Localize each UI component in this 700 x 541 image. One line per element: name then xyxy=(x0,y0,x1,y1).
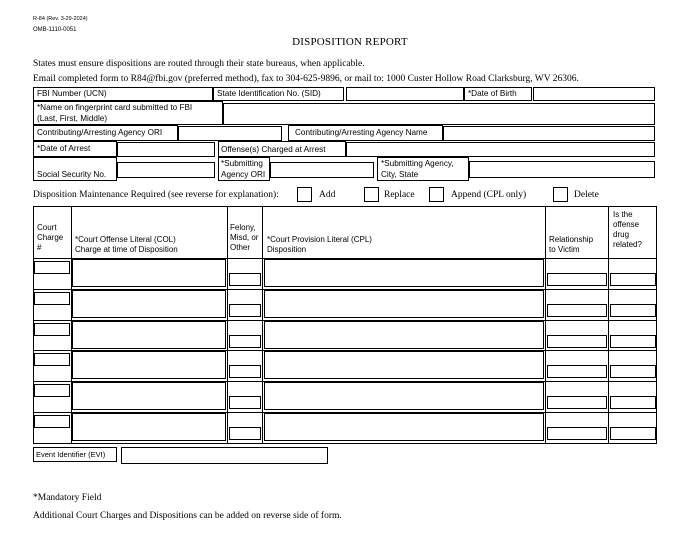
relationship-field[interactable] xyxy=(547,427,607,440)
court-charge-field[interactable] xyxy=(34,292,70,305)
felony-field[interactable] xyxy=(229,304,261,317)
court-charge-field[interactable] xyxy=(34,353,70,366)
omb-number: OMB-1110-0051 xyxy=(33,27,77,33)
offenses-field[interactable] xyxy=(346,142,655,157)
col-field[interactable] xyxy=(72,351,226,379)
submitting-ori-label: *Submitting xyxy=(221,159,263,168)
cpl-field[interactable] xyxy=(264,290,544,318)
relationship-field[interactable] xyxy=(547,396,607,409)
court-charge-field[interactable] xyxy=(34,415,70,428)
row-divider xyxy=(33,320,657,321)
sid-field[interactable] xyxy=(346,87,464,101)
dob-label: *Date of Birth xyxy=(468,89,517,98)
cpl-field[interactable] xyxy=(264,413,544,441)
drug-related-field[interactable] xyxy=(610,273,656,286)
row-divider xyxy=(33,350,657,351)
felony-field[interactable] xyxy=(229,273,261,286)
agency-ori-cell xyxy=(33,125,178,141)
col-field[interactable] xyxy=(72,382,226,410)
drug-related-field[interactable] xyxy=(610,335,656,348)
felony-field[interactable] xyxy=(229,335,261,348)
column-divider xyxy=(545,206,546,444)
col-field[interactable] xyxy=(72,290,226,318)
offenses-label: Offense(s) Charged at Arrest xyxy=(221,145,326,154)
fbi-number-label: FBI Number (UCN) xyxy=(37,89,107,98)
submitting-ori-field[interactable] xyxy=(270,162,374,178)
drug-related-field[interactable] xyxy=(610,365,656,378)
cpl-field[interactable] xyxy=(264,321,544,349)
add-checkbox[interactable] xyxy=(297,187,312,202)
row-divider xyxy=(33,381,657,382)
felony-field[interactable] xyxy=(229,365,261,378)
mandatory-note: *Mandatory Field xyxy=(33,493,102,503)
append-label: Append (CPL only) xyxy=(451,190,527,200)
delete-checkbox[interactable] xyxy=(553,187,568,202)
row-divider xyxy=(33,289,657,290)
fbi-number-cell xyxy=(33,87,213,101)
agency-name-field[interactable] xyxy=(443,126,655,141)
append-checkbox[interactable] xyxy=(429,187,444,202)
submitting-city-cell xyxy=(377,157,469,181)
row-divider xyxy=(33,412,657,413)
name-label: *Name on fingerprint card submitted to FBI xyxy=(37,103,193,112)
arrest-date-field[interactable] xyxy=(117,142,215,157)
felony-header: Felony, Misd, or Other xyxy=(230,223,259,252)
form-number: R-84 (Rev. 3-29-2024) xyxy=(33,16,88,22)
cpl-field[interactable] xyxy=(264,259,544,287)
submitting-ori-cell xyxy=(218,157,270,181)
submitting-city-sublabel: City, State xyxy=(381,170,419,179)
sid-label: State Identification No. (SID) xyxy=(217,89,321,98)
add-label: Add xyxy=(319,190,336,200)
court-charge-field[interactable] xyxy=(34,323,70,336)
name-cell xyxy=(33,101,223,125)
submitting-ori-sublabel: Agency ORI xyxy=(221,170,266,179)
column-divider xyxy=(262,206,263,444)
agency-ori-label: Contributing/Arresting Agency ORI xyxy=(37,128,163,137)
arrest-date-label: *Date of Arrest xyxy=(37,144,91,153)
submission-instruction: Email completed form to R84@fbi.gov (preferred method), fax to 304-625-9896, or mail to: 1000 Custer Hollow Road Clarksburg, WV 26306. xyxy=(33,74,579,84)
evi-cell xyxy=(33,447,117,462)
agency-ori-field[interactable] xyxy=(178,126,282,141)
drug-related-field[interactable] xyxy=(610,396,656,409)
evi-label: Event Identifier (EVI) xyxy=(36,450,106,459)
relationship-header: Relationship to Victim xyxy=(549,235,594,254)
relationship-field[interactable] xyxy=(547,335,607,348)
submitting-city-label: *Submitting Agency, xyxy=(381,159,454,168)
col-field[interactable] xyxy=(72,413,226,441)
relationship-field[interactable] xyxy=(547,304,607,317)
ssn-field[interactable] xyxy=(117,162,215,178)
agency-name-cell xyxy=(288,125,443,141)
agency-name-label: Contributing/Arresting Agency Name xyxy=(295,128,428,137)
col-field[interactable] xyxy=(72,259,226,287)
submitting-city-field[interactable] xyxy=(469,161,655,178)
court-charge-field[interactable] xyxy=(34,384,70,397)
arrest-date-cell xyxy=(33,141,117,157)
col-field[interactable] xyxy=(72,321,226,349)
drug-related-field[interactable] xyxy=(610,427,656,440)
evi-field[interactable] xyxy=(121,447,328,464)
relationship-field[interactable] xyxy=(547,273,607,286)
delete-label: Delete xyxy=(574,190,599,200)
court-charge-header: Court Charge # xyxy=(37,223,64,252)
offenses-cell xyxy=(218,141,346,157)
column-divider xyxy=(608,206,609,444)
sid-cell xyxy=(213,87,344,101)
ssn-cell xyxy=(33,157,117,181)
cpl-field[interactable] xyxy=(264,351,544,379)
felony-field[interactable] xyxy=(229,396,261,409)
name-sublabel: (Last, First, Middle) xyxy=(37,114,108,123)
page-title: DISPOSITION REPORT xyxy=(292,36,408,48)
court-charge-field[interactable] xyxy=(34,261,70,274)
footer-note: Additional Court Charges and Dispositions can be added on reverse side of form. xyxy=(33,511,342,521)
col-header: *Court Offense Literal (COL) Charge at time of Disposition xyxy=(75,235,178,254)
maintenance-label: Disposition Maintenance Required (see reverse for explanation): xyxy=(33,190,279,200)
cpl-header: *Court Provision Literal (CPL) Disposition xyxy=(267,235,372,254)
column-divider xyxy=(227,206,228,444)
replace-checkbox[interactable] xyxy=(364,187,379,202)
ssn-label: Social Security No. xyxy=(37,170,107,179)
drug-related-field[interactable] xyxy=(610,304,656,317)
replace-label: Replace xyxy=(384,190,415,200)
dob-field[interactable] xyxy=(533,87,655,101)
felony-field[interactable] xyxy=(229,427,261,440)
cpl-field[interactable] xyxy=(264,382,544,410)
dob-cell xyxy=(464,87,532,101)
name-field[interactable] xyxy=(223,103,655,125)
relationship-field[interactable] xyxy=(547,365,607,378)
routing-instruction: States must ensure dispositions are routed through their state bureaus, when applicable. xyxy=(33,59,365,69)
drug-related-header: Is the offense drug related? xyxy=(613,210,642,249)
